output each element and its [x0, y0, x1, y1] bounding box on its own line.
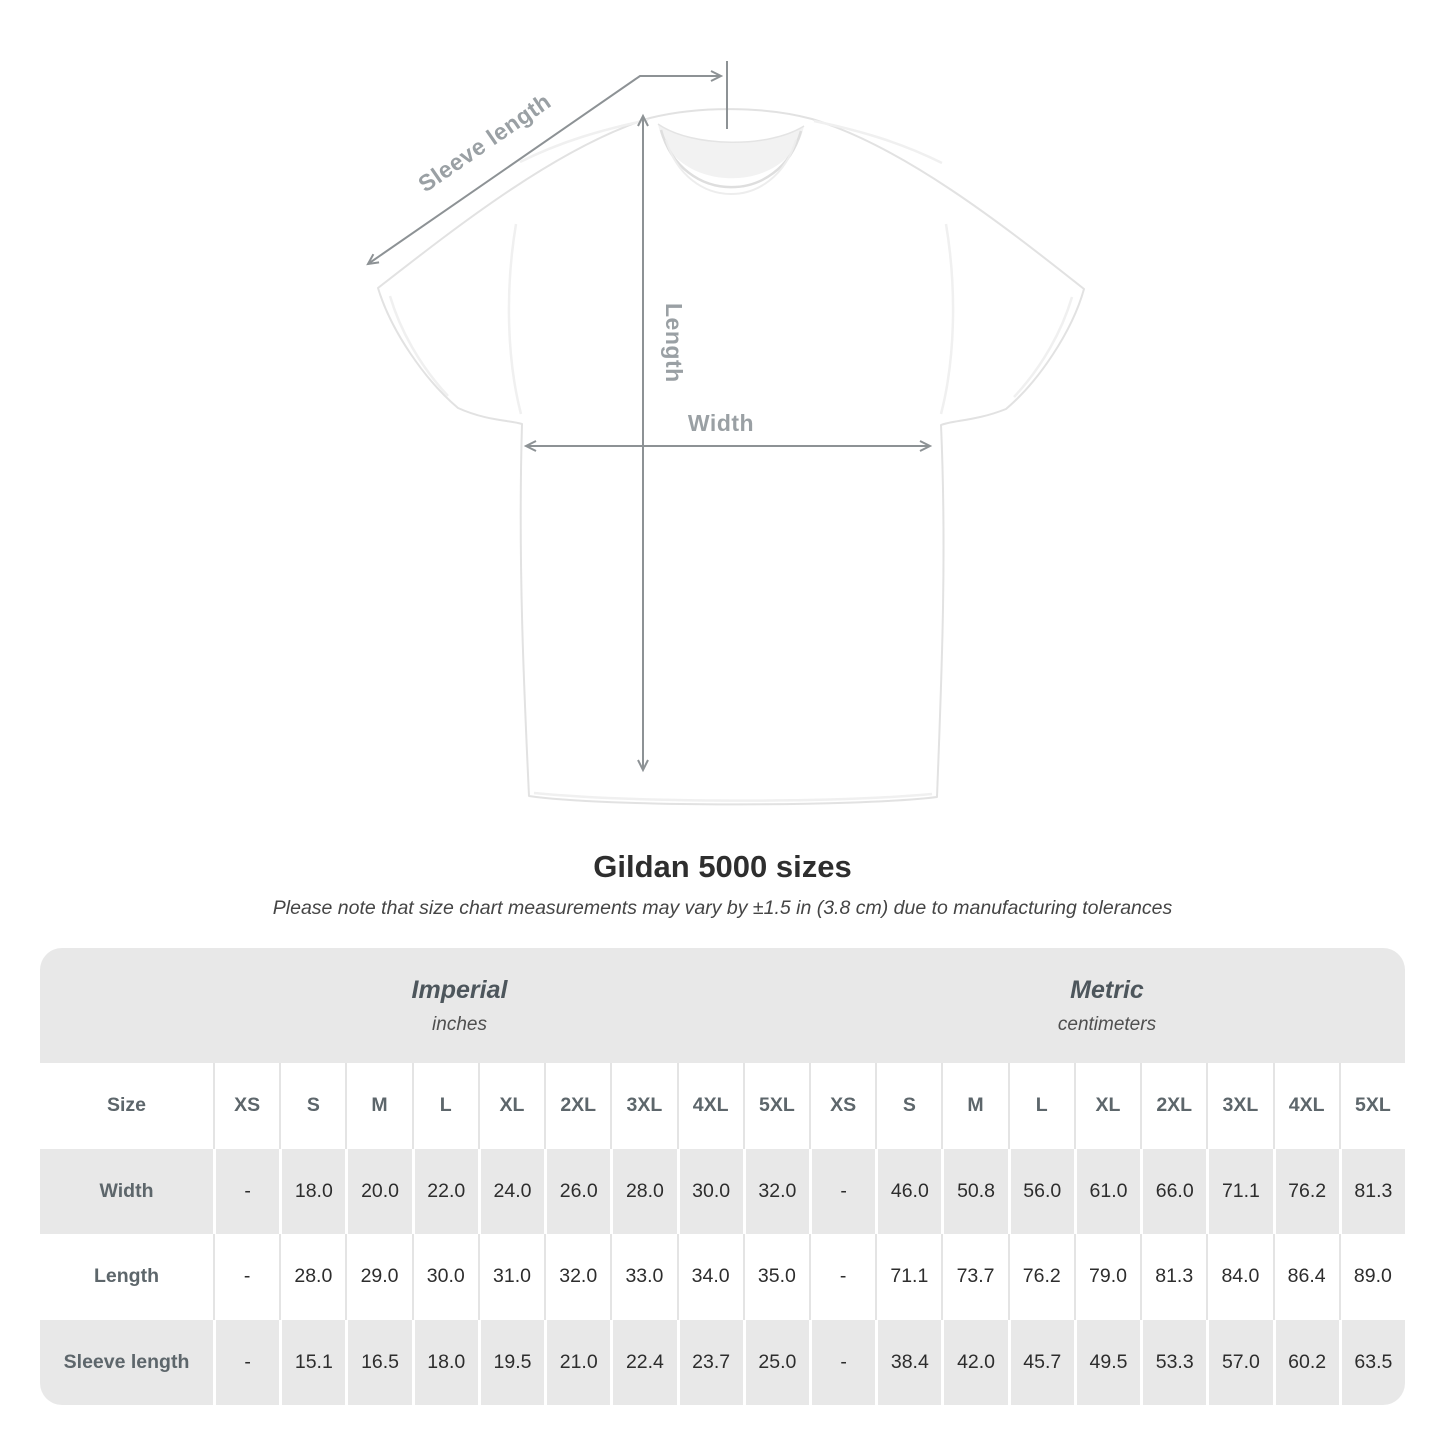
width-imperial-cell: 18.0 — [279, 1149, 345, 1235]
width-imperial-cell: 30.0 — [677, 1149, 743, 1235]
sleeve-metric-cell: 45.7 — [1008, 1320, 1074, 1406]
row-label-length: Length — [94, 1265, 159, 1288]
width-metric-cell: - — [809, 1149, 875, 1235]
width-metric-cell: 46.0 — [875, 1149, 941, 1235]
width-metric-cell: 71.1 — [1206, 1149, 1272, 1235]
length-metric-cell: 76.2 — [1008, 1234, 1074, 1320]
sleeve-imperial-cell: - — [213, 1320, 279, 1406]
sleeve-imperial-cell: 25.0 — [743, 1320, 809, 1406]
width-metric-cell: 56.0 — [1008, 1149, 1074, 1235]
width-metric-cell: 76.2 — [1273, 1149, 1339, 1235]
size-col-imperial: 5XL — [743, 1063, 809, 1149]
length-imperial-cell: 30.0 — [412, 1234, 478, 1320]
sleeve-metric-cell: 60.2 — [1273, 1320, 1339, 1406]
length-metric-cell: 79.0 — [1074, 1234, 1140, 1320]
unit-group-label: Imperial — [411, 975, 508, 1004]
size-col-metric: XL — [1074, 1063, 1140, 1149]
size-col-imperial: XL — [478, 1063, 544, 1149]
size-col-imperial: S — [279, 1063, 345, 1149]
sleeve-imperial-cell: 23.7 — [677, 1320, 743, 1406]
width-imperial-cell: 32.0 — [743, 1149, 809, 1235]
length-imperial-cell: 35.0 — [743, 1234, 809, 1320]
size-col-imperial: 4XL — [677, 1063, 743, 1149]
length-imperial-cell: 31.0 — [478, 1234, 544, 1320]
sleeve-imperial-cell: 21.0 — [544, 1320, 610, 1406]
length-imperial-cell: 33.0 — [610, 1234, 676, 1320]
length-metric-cell: 71.1 — [875, 1234, 941, 1320]
sleeve-imperial-cell: 16.5 — [345, 1320, 411, 1406]
length-imperial-cell: 29.0 — [345, 1234, 411, 1320]
size-table — [40, 948, 1405, 1405]
size-col-metric: M — [941, 1063, 1007, 1149]
size-col-imperial: L — [412, 1063, 478, 1149]
width-metric-cell: 81.3 — [1339, 1149, 1405, 1235]
sleeve-imperial-cell: 22.4 — [610, 1320, 676, 1406]
length-metric-cell: - — [809, 1234, 875, 1320]
unit-group-metric — [809, 948, 1405, 1063]
page-title: Gildan 5000 sizes — [593, 849, 852, 884]
sleeve-metric-cell: 57.0 — [1206, 1320, 1272, 1406]
width-metric-cell: 66.0 — [1140, 1149, 1206, 1235]
tshirt-image — [378, 109, 1084, 804]
unit-group-label: Metric — [1070, 975, 1144, 1004]
width-imperial-cell: 24.0 — [478, 1149, 544, 1235]
length-label: Length — [661, 303, 687, 383]
length-imperial-cell: 28.0 — [279, 1234, 345, 1320]
width-imperial-cell: - — [213, 1149, 279, 1235]
width-imperial-cell: 22.0 — [412, 1149, 478, 1235]
sleeve-metric-cell: 63.5 — [1339, 1320, 1405, 1406]
width-metric-cell: 50.8 — [941, 1149, 1007, 1235]
size-col-metric: L — [1008, 1063, 1074, 1149]
width-metric-cell: 61.0 — [1074, 1149, 1140, 1235]
size-col-metric: 3XL — [1206, 1063, 1272, 1149]
sleeve-imperial-cell: 19.5 — [478, 1320, 544, 1406]
sleeve-metric-cell: 49.5 — [1074, 1320, 1140, 1406]
tolerance-note: Please note that size chart measurements may vary by ±1.5 in (3.8 cm) due to manufacturing tolerances — [272, 897, 1173, 919]
size-row-header: Size — [106, 1094, 147, 1117]
sleeve-length-label: Sleeve length — [413, 87, 556, 198]
size-col-metric: 2XL — [1140, 1063, 1206, 1149]
length-metric-cell: 81.3 — [1140, 1234, 1206, 1320]
length-imperial-cell: 34.0 — [677, 1234, 743, 1320]
unit-group-sublabel: centimeters — [1057, 1013, 1157, 1035]
length-imperial-cell: - — [213, 1234, 279, 1320]
length-metric-cell: 73.7 — [941, 1234, 1007, 1320]
sleeve-metric-cell: 42.0 — [941, 1320, 1007, 1406]
row-label-sleeve-length: Sleeve length — [40, 1320, 213, 1406]
length-imperial-cell: 32.0 — [544, 1234, 610, 1320]
unit-group-imperial — [40, 948, 809, 1063]
length-metric-cell: 84.0 — [1206, 1234, 1272, 1320]
sleeve-metric-cell: 53.3 — [1140, 1320, 1206, 1406]
size-col-imperial: M — [345, 1063, 411, 1149]
size-col-metric: 4XL — [1273, 1063, 1339, 1149]
sleeve-imperial-cell: 15.1 — [279, 1320, 345, 1406]
unit-group-sublabel: inches — [432, 1013, 487, 1035]
size-col-imperial: XS — [213, 1063, 279, 1149]
size-col-metric: 5XL — [1339, 1063, 1405, 1149]
size-col-imperial: 3XL — [610, 1063, 676, 1149]
length-metric-cell: 89.0 — [1339, 1234, 1405, 1320]
length-metric-cell: 86.4 — [1273, 1234, 1339, 1320]
size-col-metric: S — [875, 1063, 941, 1149]
sleeve-metric-cell: - — [809, 1320, 875, 1406]
sleeve-metric-cell: 38.4 — [875, 1320, 941, 1406]
width-label: Width — [687, 410, 755, 436]
width-imperial-cell: 20.0 — [345, 1149, 411, 1235]
width-imperial-cell: 28.0 — [610, 1149, 676, 1235]
size-col-imperial: 2XL — [544, 1063, 610, 1149]
tshirt-measurement-diagram — [330, 40, 1120, 830]
width-imperial-cell: 26.0 — [544, 1149, 610, 1235]
row-label-width: Width — [40, 1149, 213, 1235]
sleeve-imperial-cell: 18.0 — [412, 1320, 478, 1406]
size-col-metric: XS — [809, 1063, 875, 1149]
